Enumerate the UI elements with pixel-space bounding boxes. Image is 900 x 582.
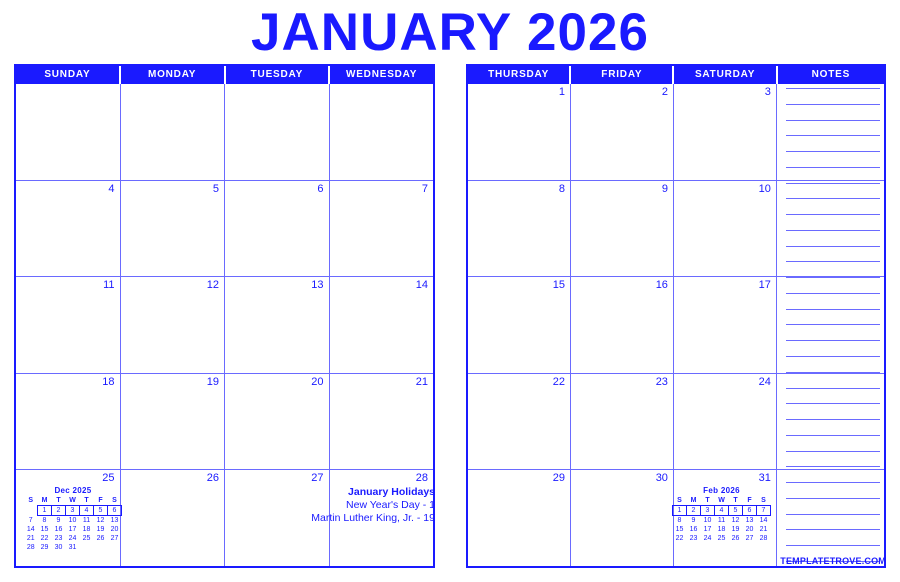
day-number: 18 — [102, 375, 115, 388]
day-cell[interactable] — [16, 374, 121, 470]
day-cell[interactable] — [16, 84, 121, 180]
notes-line — [786, 466, 880, 467]
day-cell[interactable] — [468, 277, 571, 373]
notes-line — [786, 104, 880, 105]
column-header-tuesday: TUESDAY — [226, 66, 331, 84]
day-number: 10 — [758, 182, 771, 195]
mini-dow: W — [718, 497, 725, 504]
notes-line — [786, 356, 880, 357]
day-cell[interactable] — [674, 374, 777, 470]
notes-line — [786, 183, 880, 184]
mini-week-row — [673, 516, 771, 526]
mini-day: 17 — [68, 526, 77, 533]
day-cell[interactable] — [468, 470, 571, 566]
day-number: 4 — [108, 182, 115, 195]
day-number: 26 — [206, 472, 219, 485]
mini-week-row — [24, 534, 122, 543]
mini-day: 24 — [68, 535, 77, 542]
mini-day: 1 — [38, 506, 52, 516]
mini-day: 17 — [703, 526, 712, 533]
notes-line — [786, 151, 880, 152]
notes-ruled-lines — [786, 88, 880, 562]
mini-day: 11 — [82, 517, 91, 524]
day-number: 29 — [552, 472, 565, 485]
mini-dow: F — [747, 497, 752, 504]
day-number: 14 — [415, 279, 428, 292]
mini-dow: S — [761, 497, 766, 504]
day-cell[interactable] — [571, 277, 674, 373]
day-cell[interactable] — [330, 374, 434, 470]
mini-week-row — [673, 525, 771, 534]
notes-line — [786, 482, 880, 483]
day-cell[interactable] — [468, 374, 571, 470]
mini-week-row — [24, 543, 122, 552]
mini-month-prev-title: Dec 2025 — [54, 486, 92, 495]
day-number: 12 — [206, 279, 219, 292]
right-header-row — [468, 66, 884, 84]
mini-day: 12 — [731, 517, 740, 524]
mini-week-row — [673, 534, 771, 543]
notes-line — [786, 403, 880, 404]
day-number: 8 — [558, 182, 565, 195]
notes-line — [786, 261, 880, 262]
holidays-title: January Holidays — [348, 486, 435, 498]
mini-week-row — [24, 516, 122, 526]
mini-day — [80, 543, 94, 552]
day-cell[interactable] — [468, 84, 571, 180]
mini-dow-row — [24, 496, 122, 506]
mini-month-prev — [24, 486, 122, 552]
day-cell[interactable] — [225, 277, 330, 373]
notes-line — [786, 498, 880, 499]
day-cell[interactable] — [121, 84, 226, 180]
mini-dow: T — [84, 497, 89, 504]
notes-line — [786, 214, 880, 215]
day-cell[interactable] — [225, 374, 330, 470]
notes-line — [786, 246, 880, 247]
left-header-row — [16, 66, 433, 84]
mini-day: 6 — [743, 506, 757, 516]
mini-day: 1 — [673, 506, 687, 516]
day-number: 21 — [415, 375, 428, 388]
mini-day: 4 — [80, 506, 94, 516]
day-number: 7 — [421, 182, 428, 195]
mini-day: 30 — [54, 544, 63, 551]
day-cell[interactable] — [330, 84, 434, 180]
mini-month-next — [672, 486, 771, 543]
mini-month-next-table — [672, 496, 771, 543]
week-row — [16, 181, 433, 278]
mini-day: 23 — [689, 535, 698, 542]
mini-dow: W — [69, 497, 76, 504]
column-header-saturday: SATURDAY — [674, 66, 777, 84]
day-number: 20 — [311, 375, 324, 388]
mini-day: 18 — [82, 526, 91, 533]
column-header-monday: MONDAY — [121, 66, 226, 84]
column-header-sunday: SUNDAY — [16, 66, 121, 84]
notes-line — [786, 198, 880, 199]
mini-day — [94, 543, 108, 552]
notes-line — [786, 135, 880, 136]
day-number: 22 — [552, 375, 565, 388]
day-number: 24 — [758, 375, 771, 388]
mini-day: 4 — [715, 506, 729, 516]
day-cell[interactable] — [571, 181, 674, 277]
mini-day: 2 — [52, 506, 66, 516]
day-number: 11 — [103, 279, 115, 292]
day-cell[interactable] — [330, 181, 434, 277]
mini-day: 5 — [94, 506, 108, 516]
mini-day: 20 — [110, 526, 119, 533]
day-cell[interactable] — [571, 374, 674, 470]
mini-day: 31 — [68, 544, 77, 551]
mini-week-row — [24, 525, 122, 534]
day-number: 15 — [552, 279, 565, 292]
mini-dow-row — [673, 496, 771, 506]
holiday-item: Martin Luther King, Jr. - 19 — [311, 512, 435, 524]
mini-day: 14 — [26, 526, 35, 533]
day-cell[interactable] — [571, 84, 674, 180]
mini-day: 13 — [745, 517, 754, 524]
mini-day: 15 — [675, 526, 684, 533]
mini-dow: S — [28, 497, 34, 505]
notes-line — [786, 529, 880, 530]
mini-day — [24, 506, 38, 516]
holidays-block — [255, 486, 435, 525]
mini-dow: M — [41, 497, 48, 504]
day-number: 23 — [655, 375, 668, 388]
mini-day: 18 — [717, 526, 726, 533]
mini-day: 26 — [731, 535, 740, 542]
mini-week-row — [24, 506, 122, 516]
day-cell[interactable] — [16, 277, 121, 373]
page-title: JANUARY 2026 — [251, 3, 649, 62]
day-cell[interactable] — [468, 181, 571, 277]
day-cell[interactable] — [571, 470, 674, 566]
mini-day: 24 — [703, 535, 712, 542]
day-cell[interactable] — [121, 374, 226, 470]
notes-line — [786, 451, 880, 452]
mini-day: 6 — [108, 506, 122, 516]
day-number: 17 — [758, 279, 771, 292]
notes-line — [786, 514, 880, 515]
brand-watermark: TEMPLATETROVE.COM — [780, 556, 886, 566]
day-number: 1 — [558, 86, 565, 98]
notes-line — [786, 309, 880, 310]
notes-line — [786, 88, 880, 89]
mini-day: 15 — [40, 526, 49, 533]
column-header-wednesday: WEDNESDAY — [345, 69, 418, 80]
mini-day: 2 — [687, 506, 701, 516]
mini-day: 13 — [110, 517, 119, 524]
day-number: 28 — [415, 472, 428, 485]
mini-day: 23 — [54, 535, 63, 542]
mini-day: 19 — [731, 526, 740, 533]
notes-line — [786, 435, 880, 436]
day-cell[interactable] — [225, 84, 330, 180]
mini-day: 19 — [96, 526, 105, 533]
mini-dow: T — [705, 497, 710, 504]
day-cell[interactable] — [674, 277, 777, 373]
mini-day: 8 — [677, 517, 682, 524]
mini-day: 16 — [689, 526, 698, 533]
day-cell[interactable] — [121, 277, 226, 373]
day-cell[interactable] — [674, 181, 777, 277]
day-number: 2 — [661, 86, 668, 98]
mini-day: 3 — [701, 506, 715, 516]
mini-day: 9 — [691, 517, 696, 524]
day-cell[interactable] — [225, 181, 330, 277]
notes-line — [786, 293, 880, 294]
notes-line — [786, 340, 880, 341]
day-cell[interactable] — [674, 84, 777, 180]
notes-line — [786, 419, 880, 420]
mini-day: 28 — [759, 535, 768, 542]
mini-dow: S — [112, 497, 117, 504]
mini-day: 9 — [56, 517, 61, 524]
week-row — [16, 277, 433, 374]
mini-dow: S — [677, 497, 682, 504]
mini-day: 8 — [42, 517, 47, 524]
mini-day: 25 — [82, 535, 91, 542]
mini-day: 16 — [54, 526, 63, 533]
mini-day: 22 — [40, 535, 49, 542]
mini-day: 7 — [757, 506, 771, 516]
mini-day: 12 — [96, 517, 105, 524]
mini-day: 22 — [675, 535, 684, 542]
week-row — [16, 374, 433, 471]
week-row — [16, 84, 433, 181]
mini-day: 11 — [717, 517, 726, 524]
day-number: 9 — [661, 182, 668, 195]
mini-week-row — [673, 506, 771, 516]
holiday-item: New Year's Day - 1 — [346, 499, 435, 511]
mini-dow: T — [733, 497, 738, 504]
mini-day: 14 — [759, 517, 768, 524]
mini-dow: T — [56, 497, 61, 504]
day-number: 19 — [206, 375, 219, 388]
notes-line — [786, 324, 880, 325]
notes-line — [786, 120, 880, 121]
mini-day: 27 — [110, 535, 119, 542]
mini-day: 29 — [40, 544, 49, 551]
day-number: 30 — [655, 472, 668, 485]
mini-day: 20 — [745, 526, 754, 533]
notes-line — [786, 230, 880, 231]
mini-day: 28 — [26, 544, 35, 551]
mini-day: 3 — [66, 506, 80, 516]
day-number: 16 — [655, 279, 668, 292]
day-cell[interactable] — [121, 181, 226, 277]
column-header-thursday: THURSDAY — [468, 66, 571, 84]
notes-line — [786, 545, 880, 546]
day-number: 31 — [758, 472, 771, 485]
day-cell[interactable] — [330, 277, 434, 373]
mini-day: 26 — [96, 535, 105, 542]
day-number: 13 — [311, 279, 324, 292]
mini-month-next-title: Feb 2026 — [703, 486, 740, 495]
day-number: 27 — [311, 472, 324, 485]
mini-day: 27 — [745, 535, 754, 542]
day-number: 25 — [102, 472, 115, 485]
notes-line — [786, 167, 880, 168]
notes-line — [786, 277, 880, 278]
day-number: 5 — [212, 182, 219, 195]
mini-day: 21 — [759, 526, 768, 533]
mini-day — [108, 543, 122, 552]
mini-dow: F — [98, 497, 103, 504]
mini-day: 5 — [729, 506, 743, 516]
mini-dow: M — [690, 497, 697, 504]
day-cell[interactable] — [121, 470, 226, 566]
notes-line — [786, 372, 880, 373]
mini-day: 25 — [717, 535, 726, 542]
day-number: 3 — [764, 86, 771, 98]
column-header-friday: FRIDAY — [571, 66, 674, 84]
mini-day: 10 — [703, 517, 712, 524]
mini-day: 21 — [26, 535, 35, 542]
mini-day: 7 — [28, 516, 33, 524]
mini-month-prev-table — [24, 496, 122, 552]
column-header-notes: NOTES — [811, 69, 851, 80]
notes-line — [786, 388, 880, 389]
day-cell[interactable] — [16, 181, 121, 277]
mini-day: 10 — [68, 517, 77, 524]
day-number: 6 — [317, 182, 324, 195]
